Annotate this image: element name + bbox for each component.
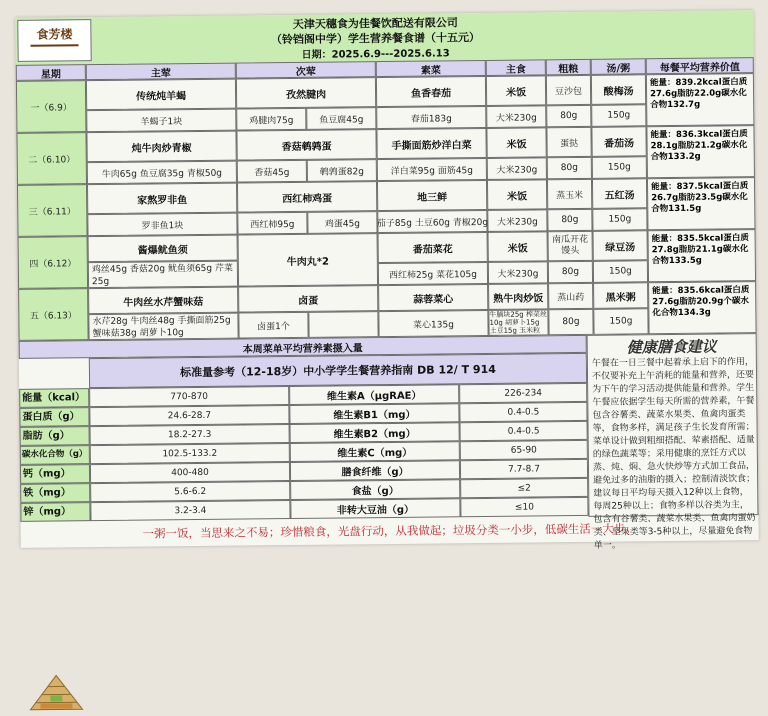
header: [15, 10, 753, 65]
coarse-grain: 蒸玉米: [547, 179, 592, 209]
nutrient-label: 膳食纤维（g）: [290, 460, 460, 481]
health-advice-text: 午餐在一日三餐中起着承上启下的作用，不仅要补充上午消耗的能量和营养，还要为下午的学习活动提供能量和营养。学生午餐应依据学生每天所需的营养素，午餐包含谷薯类、蔬菜水果类、鱼禽肉蛋类等，食物多样，满足孩子生长发育所需；菜单设计做到粗细搭配、荤素搭配、适量的绿色蔬菜等；采用健康的烹饪方式以蒸、炖、焖、急火快炒等方式加工食品，避免过多的油脂的摄入；控制清淡饮食；建议每日平均每天摄入12种以上食物，每周25种以上；食物多样以谷类为主，包含有谷薯类、蔬菜水果类、鱼禽肉蛋奶类、坚果类等3-5种以上，尽量避免食物单一。: [592, 356, 756, 514]
col-staple: 主食: [486, 59, 546, 76]
col-main: 主荤: [86, 63, 236, 81]
side-detail-a: 西红柿95g: [237, 212, 307, 235]
veg-detail: 洋白菜95g 面筋45g: [377, 158, 487, 181]
veg-dish: 蒜蓉菜心: [378, 284, 488, 311]
main-dish: 家熬罗非鱼: [87, 183, 237, 215]
veg-detail: 春茄183g: [376, 106, 486, 129]
main-dish: 炖牛肉炒青椒: [86, 131, 236, 163]
day-row: [18, 229, 757, 289]
side-detail-a: 卤蛋1个: [238, 312, 308, 339]
main-dish: 酱爆鱿鱼须: [88, 235, 238, 263]
nutrient-label: 维生素C（mg）: [290, 441, 460, 462]
nutrition-value: 能量：839.2kcal蛋白质27.6g脂肪22.0g碳水化合物132.7g: [646, 73, 755, 126]
col-nutrition: 每餐平均营养价值: [646, 57, 754, 74]
nutrition-value: 能量：837.5kcal蛋白质26.7g脂肪23.5g碳水化合物131.5g: [647, 177, 756, 230]
staple: 米饭: [486, 75, 546, 106]
nutrient-value: 400-480: [90, 462, 290, 483]
nutrient-value: 770-870: [89, 386, 289, 407]
coarse-grain: 蛋挞: [546, 127, 591, 157]
day-label: 四（6.12）: [18, 236, 89, 289]
nutrient-label: 钙（mg）: [20, 464, 90, 484]
nutrient-label: 蛋白质（g）: [19, 407, 89, 427]
nutrient-label: 非转大豆油（g）: [290, 498, 460, 519]
veg-dish: 地三鲜: [377, 180, 487, 211]
side-dish: 西红柿鸡蛋: [237, 181, 377, 212]
company-logo: [17, 19, 91, 62]
side-detail-a: 鸡腱肉75g: [236, 108, 306, 131]
staple: 熟牛肉炒饭: [488, 283, 548, 310]
nutrient-label: 维生素B1（mg）: [289, 403, 459, 424]
nutrient-value: 7.7-8.7: [460, 459, 588, 479]
day-label: 一（6.9）: [16, 80, 87, 133]
day-row: [18, 281, 757, 341]
main-dish: 牛肉丝水芹蟹味菇: [88, 287, 238, 315]
soup: 番茄汤: [591, 126, 646, 157]
menu-title: （铃铛阁中学）学生营养餐食谱（十五元）: [215, 29, 535, 46]
side-dish: 香菇鹌鹑蛋: [236, 129, 376, 160]
soup: 酸梅汤: [591, 74, 646, 105]
veg-dish: 番茄菜花: [378, 232, 488, 263]
side-dish: 卤蛋: [238, 285, 378, 312]
nutrient-label: 脂肪（g）: [20, 426, 90, 446]
main-dish: 传统炖羊蝎: [86, 79, 236, 111]
veg-detail: 菜心135g: [378, 310, 488, 337]
nutrient-label: 锌（mg）: [20, 502, 90, 522]
staple: 米饭: [487, 179, 547, 210]
soup-detail: 150g: [591, 104, 646, 127]
day-label: 三（6.11）: [17, 184, 88, 237]
col-coarse: 粗粮: [546, 59, 591, 75]
nutrient-value: 0.4-0.5: [460, 421, 588, 441]
nutrient-label: 碳水化合物（g）: [20, 445, 90, 465]
side-detail-b: 鹌鹑蛋82g: [307, 159, 377, 182]
main-detail: 鸡丝45g 香菇20g 鱿鱼须65g 芹菜25g: [88, 261, 238, 289]
nutrient-label: 维生素B2（mg）: [290, 422, 460, 443]
day-label: 五（6.13）: [18, 288, 89, 341]
main-detail: 水芹28g 牛肉丝48g 手撕面筋25g 蟹味菇38g 胡萝卜10g: [88, 313, 238, 341]
staple: 米饭: [488, 231, 548, 262]
col-side: 次荤: [236, 61, 376, 78]
day-row: [16, 73, 755, 133]
company-name: 天津天穗食为佳餐饮配送有限公司: [215, 14, 535, 31]
side-detail-b: 鱼豆腐45g: [306, 107, 376, 130]
veg-detail: 西红柿25g 菜花105g: [378, 262, 488, 285]
menu-sheet: [15, 10, 759, 548]
day-row: [16, 125, 755, 185]
coarse-detail: 80g: [546, 105, 591, 127]
nutrient-value: 18.2-27.3: [90, 424, 290, 445]
soup-detail: 150g: [592, 156, 647, 179]
side-detail-b: 鸡蛋45g: [307, 211, 377, 234]
veg-dish: 鱼香春茄: [376, 76, 486, 107]
side-detail-a: 香菇45g: [237, 160, 307, 183]
coarse-detail: 80g: [548, 261, 593, 283]
date-range: 日期：2025.6.9---2025.6.13: [216, 44, 536, 60]
nutrient-value: ≤10: [460, 497, 588, 517]
staple-detail: 大米230g: [488, 261, 548, 284]
main-detail: 牛肉65g 鱼豆腐35g 青椒50g: [87, 161, 237, 185]
side-detail-b: [308, 311, 378, 338]
weekly-title: 本周菜单平均营养素摄入量: [19, 335, 587, 359]
col-day: 星期: [16, 64, 86, 81]
staple-detail: 大米230g: [487, 209, 547, 232]
soup: 五红汤: [592, 178, 647, 209]
staple: 米饭: [486, 127, 546, 158]
coarse-grain: 蒸山药: [548, 283, 593, 309]
footer-slogan: 一粥一饭，当思来之不易；珍惜粮食，光盘行动，从我做起；垃圾分类一小步，低碳生活一大步。: [21, 515, 759, 547]
coarse-detail: 80g: [548, 309, 593, 335]
health-advice-panel: [587, 333, 759, 517]
coarse-detail: 80g: [547, 209, 592, 231]
nutrient-value: 226-234: [459, 383, 587, 403]
nutrient-table: [19, 383, 588, 522]
nutrient-value: ≤2: [460, 478, 588, 498]
nutrient-value: 24.6-28.7: [89, 405, 289, 426]
side-dish: 牛肉丸*2: [238, 233, 379, 286]
health-advice-title: 健康膳食建议: [588, 336, 756, 356]
coarse-grain: 豆沙包: [546, 75, 591, 105]
soup: 绿豆汤: [593, 230, 648, 261]
soup-detail: 150g: [593, 308, 648, 335]
nutrition-value: 能量：835.6kcal蛋白质27.6g脂肪20.9g个碳水化合物134.3g: [648, 281, 757, 334]
veg-detail: 茄子85g 土豆60g 青椒20g: [377, 210, 487, 233]
food-pyramid-icon: [26, 673, 86, 712]
logo-text: 食芳楼: [28, 24, 80, 43]
coarse-grain: 南瓜开花馒头: [548, 231, 593, 261]
nutrient-label: 食盐（g）: [290, 479, 460, 500]
main-detail: 羊蝎子1块: [86, 109, 236, 133]
logo-underline: [31, 44, 79, 59]
nutrient-label: 铁（mg）: [20, 483, 90, 503]
nutrient-value: 65-90: [460, 440, 588, 460]
nutrient-value: 5.6-6.2: [90, 481, 290, 502]
col-veg: 素菜: [376, 60, 486, 77]
day-label: 二（6.10）: [16, 132, 87, 185]
nutrient-value: 3.2-3.4: [90, 500, 290, 521]
staple-detail: 牛腩块25g 榨菜丝10g 胡萝卜15g 土豆15g 玉米粒15g: [488, 309, 548, 336]
weekly-nutrition: [19, 335, 589, 523]
nutrient-value: 102.5-133.2: [90, 443, 290, 464]
side-dish: 孜然腱肉: [236, 77, 376, 108]
day-row: [17, 177, 756, 237]
nutrition-value: 能量：836.3kcal蛋白质28.1g脂肪21.2g碳水化合物133.2g: [646, 125, 755, 178]
staple-detail: 大米230g: [487, 157, 547, 180]
staple-detail: 大米230g: [486, 105, 546, 128]
nutrient-label: 能量（kcal）: [19, 388, 89, 408]
soup: 黑米粥: [593, 282, 648, 309]
weekly-reference: 标准量参考（12-18岁）中小学学生餐营养指南 DB 12/ T 914: [89, 353, 587, 388]
col-soup: 汤/粥: [591, 58, 646, 75]
nutrient-value: 0.4-0.5: [459, 402, 587, 422]
nutrient-label: 维生素A（μgRAE）: [289, 384, 459, 405]
main-detail: 罗非鱼1块: [87, 213, 237, 237]
nutrition-value: 能量：835.5kcal蛋白质27.8g脂肪21.1g碳水化合物133.5g: [648, 229, 757, 282]
coarse-detail: 80g: [547, 157, 592, 179]
veg-dish: 手撕面筋炒洋白菜: [376, 128, 486, 159]
soup-detail: 150g: [593, 260, 648, 283]
soup-detail: 150g: [592, 208, 647, 231]
